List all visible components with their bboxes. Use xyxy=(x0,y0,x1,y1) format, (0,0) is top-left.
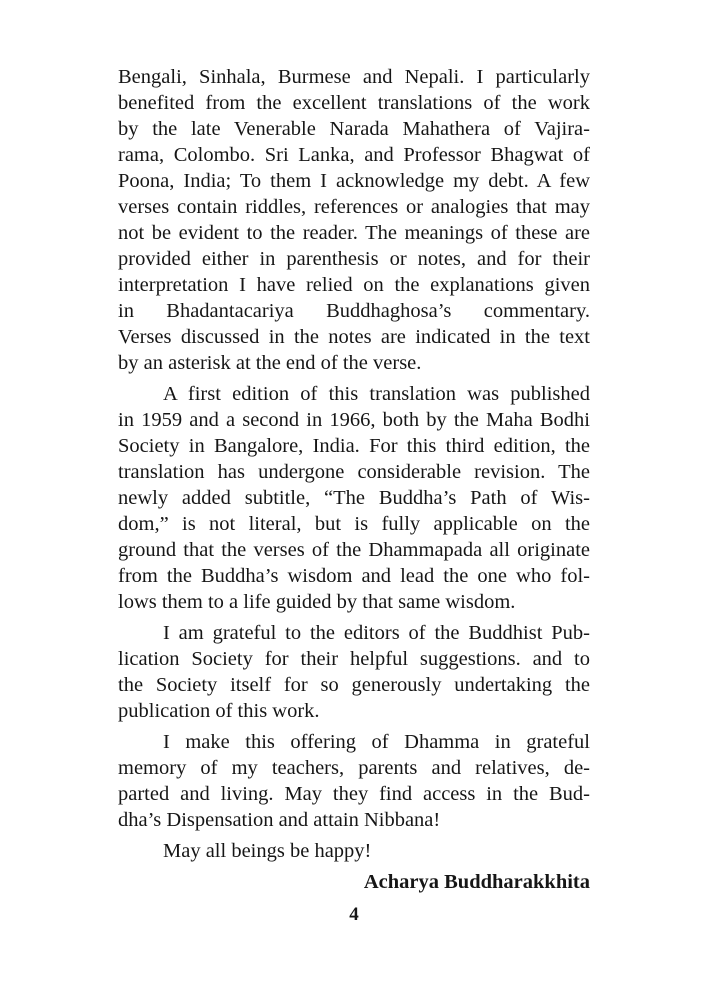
text-line: memory of my teachers, parents and relatives, de- xyxy=(118,757,590,779)
text-line: Verses discussed in the notes are indicated in the text xyxy=(118,326,590,348)
text-line: I make this offering of Dhamma in grateful xyxy=(163,731,590,753)
text-line: verses contain riddles, references or analogies that may xyxy=(118,196,590,218)
text-line: dha’s Dispensation and attain Nibbana! xyxy=(118,809,441,831)
text-line: in 1959 and a second in 1966, both by the Maha Bodhi xyxy=(118,409,590,431)
text-line: by the late Venerable Narada Mahathera of Vajira- xyxy=(118,118,590,140)
text-line: Poona, India; To them I acknowledge my debt. A few xyxy=(118,170,590,192)
paragraphs xyxy=(118,64,590,864)
text-line: Bengali, Sinhala, Burmese and Nepali. I particularly xyxy=(118,66,590,88)
text-line: Society in Bangalore, India. For this third edition, the xyxy=(118,435,590,457)
text-line: publication of this work. xyxy=(118,700,320,722)
text-line: May all beings be happy! xyxy=(163,840,372,862)
text-line: from the Buddha’s wisdom and lead the one who fol- xyxy=(118,565,590,587)
text-line: translation has undergone considerable revision. The xyxy=(118,461,590,483)
text-line: not be evident to the reader. The meanings of these are xyxy=(118,222,590,244)
page-number: 4 xyxy=(349,904,359,925)
paragraph xyxy=(118,64,590,376)
text-line: dom,” is not literal, but is fully applicable on the xyxy=(118,513,590,535)
paragraph xyxy=(118,381,590,615)
text-line: parted and living. May they find access in the Bud- xyxy=(118,783,590,805)
text-line: benefited from the excellent translations of the work xyxy=(118,92,590,114)
text-block xyxy=(118,64,590,895)
paragraph xyxy=(118,838,590,864)
text-line: ground that the verses of the Dhammapada all originate xyxy=(118,539,590,561)
paragraph xyxy=(118,729,590,833)
text-line: lows them to a life guided by that same wisdom. xyxy=(118,591,516,613)
text-line: provided either in parenthesis or notes, and for their xyxy=(118,248,590,270)
text-line: rama, Colombo. Sri Lanka, and Professor Bhagwat of xyxy=(118,144,590,166)
text-line: the Society itself for so generously undertaking the xyxy=(118,674,590,696)
translator-signature: Acharya Buddharakkhita xyxy=(363,871,590,893)
text-line: lication Society for their helpful suggestions. and to xyxy=(118,648,590,670)
paragraph xyxy=(118,620,590,724)
text-line: by an asterisk at the end of the verse. xyxy=(118,352,422,374)
text-line: interpretation I have relied on the explanations given xyxy=(118,274,590,296)
text-line: A first edition of this translation was published xyxy=(163,383,590,405)
text-line: newly added subtitle, “The Buddha’s Path of Wis- xyxy=(118,487,590,509)
text-line: I am grateful to the editors of the Buddhist Pub- xyxy=(163,622,590,644)
text-line: in Bhadantacariya Buddhaghosa’s commentary. xyxy=(118,300,590,322)
